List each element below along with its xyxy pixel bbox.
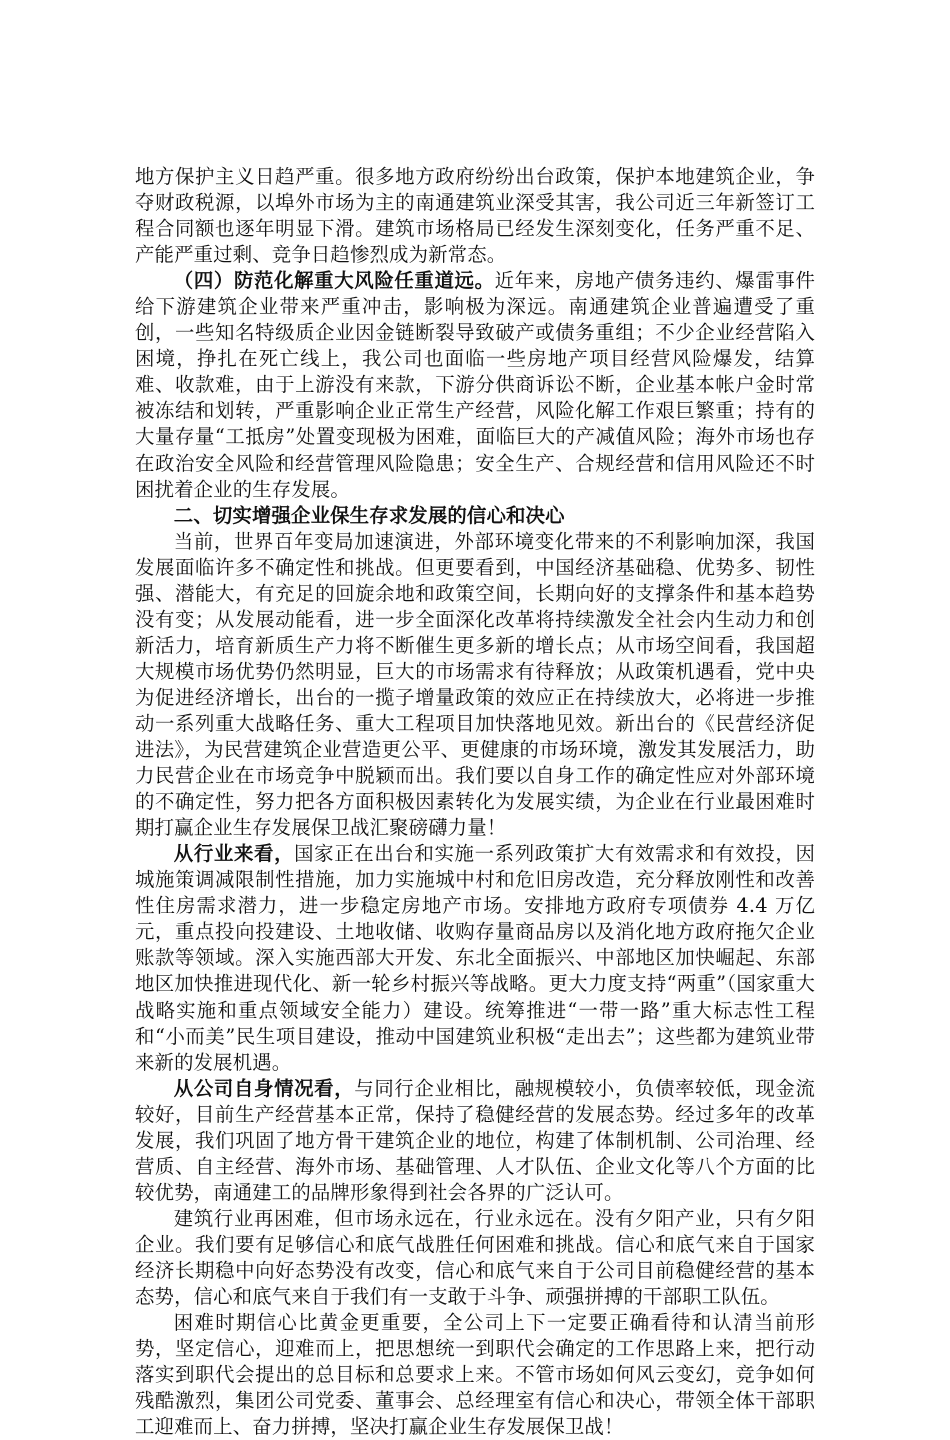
document-body	[135, 164, 815, 1440]
paragraph-industry-view	[135, 841, 815, 1075]
paragraph-text: 当前，世界百年变局加速演进，外部环境变化带来的不利影响加深，我国发展面临许多不确定性和挑战。但更要看到，中国经济基础稳、优势多、韧性强、潜能大，有充足的回旋余地和政策空间，长期向好的支撑条件和基本趋势没有变；从发展动能看，进一步全面深化改革将持续激发全社会内生动力和创新活力，培育新质生产力将不断催生更多新的增长点；从市场空间看，我国超大规模市场优势仍然明显，巨大的市场需求有待释放；从政策机遇看，党中央为促进经济增长，出台的一揽子增量政策的效应正在持续放大，必将进一步推动一系列重大战略任务、重大工程项目加快落地见效。新出台的《民营经济促进法》，为民营建筑企业营造更公平、更健康的市场环境，激发其发展活力，助力民营企业在市场竞争中脱颖而出。我们要以自身工作的确定性应对外部环境的不确定性，努力把各方面积极因素转化为发展实绩，为企业在行业最困难时期打赢企业生存发展保卫战汇聚磅礴力量！	[135, 529, 815, 840]
paragraph-text: 国家正在出台和实施一系列政策扩大有效需求和有效投，因城施策调减限制性措施，加力实施城中村和危旧房改造，充分释放刚性和改善性住房需求潜力，进一步稳定房地产市场。安排地方政府专项债券 4.4 万亿元，重点投向投建设、土地收储、收购存量商品房以及消化地方政府拖欠企业账款等领域。深入实施西部大开发、东北全面振兴、中部地区加快崛起、东部地区加快推进现代化、新一轮乡村振兴等战略。更大力度支持“两重”（国家重大战略实施和重点领域安全能力）建设。统筹推进“一带一路”重大标志性工程和“小而美”民生项目建设，推动中国建筑业积极“走出去”；这些都为建筑业带来新的发展机遇。	[135, 842, 815, 1074]
paragraph-company-view	[135, 1076, 815, 1206]
paragraph-text: 建筑行业再困难，但市场永远在，行业永远在。没有夕阳产业，只有夕阳企业。我们要有足够信心和底气战胜任何困难和挑战。信心和底气来自于国家经济长期稳中向好态势没有改变，信心和底气来自于公司目前稳健经营的基本态势，信心和底气来自于我们有一支敢于斗争、顽强拼搏的干部职工队伍。	[135, 1206, 815, 1309]
paragraph-current-situation	[135, 529, 815, 842]
paragraph-lead-bold: 从行业来看，	[173, 842, 295, 866]
paragraph-lead-bold: （四）防范化解重大风险任重道远。	[173, 269, 495, 293]
paragraph-text: 近年来，房地产债务违约、爆雷事件给下游建筑企业带来严重冲击，影响极为深远。南通建筑企业普遍遭受了重创，一些知名特级质企业因金链断裂导致破产或债务重组；不少企业经营陷入困境，挣扎在死亡线上，我公司也面临一些房地产项目经营风险爆发，结算难、收款难，由于上游没有来款，下游分供商诉讼不断，企业基本帐户金时常被冻结和划转，严重影响企业正常生产经营，风险化解工作艰巨繁重；持有的大量存量“工抵房”处置变现极为困难，面临巨大的产减值风险；海外市场也存在政治安全风险和经营管理风险隐患；安全生产、合规经营和信用风险还不时困扰着企业的生存发展。	[135, 269, 815, 501]
paragraph-local-protectionism	[135, 164, 815, 268]
paragraph-confidence-gold	[135, 1310, 815, 1440]
paragraph-lead-bold: 从公司自身情况看，	[173, 1076, 355, 1100]
paragraph-major-risks	[135, 268, 815, 502]
paragraph-text: 与同行企业相比，融规模较小，负债率较低，现金流较好，目前生产经营基本正常，保持了稳健经营的发展态势。经过多年的改革发展，我们巩固了地方骨干建筑企业的地位，构建了体制机制、公司治理、经营质、自主经营、海外市场、基础管理、人才队伍、企业文化等八个方面的比较优势，南通建工的品牌形象得到社会各界的广泛认可。	[135, 1076, 815, 1204]
paragraph-text: 困难时期信心比黄金更重要，全公司上下一定要正确看待和认清当前形势，坚定信心，迎难而上，把思想统一到职代会确定的工作思路上来，把行动落实到职代会提出的总目标和总要求上来。不管市场如何风云变幻，竞争如何残酷激烈，集团公司党委、董事会、总经理室有信心和决心，带领全体干部职工迎难而上、奋力拼搏，坚决打赢企业生存发展保卫战！	[135, 1311, 815, 1439]
section-heading-confidence: 二、切实增强企业保生存求发展的信心和决心	[173, 503, 565, 527]
paragraph-market-forever	[135, 1206, 815, 1310]
paragraph-text: 地方保护主义日趋严重。很多地方政府纷纷出台政策，保护本地建筑企业，争夺财政税源，以埠外市场为主的南通建筑业深受其害，我公司近三年新签订工程合同额也逐年明显下滑。建筑市场格局已经发生深刻变化，任务严重不足、产能严重过剩、竞争日趋惨烈成为新常态。	[135, 165, 815, 267]
